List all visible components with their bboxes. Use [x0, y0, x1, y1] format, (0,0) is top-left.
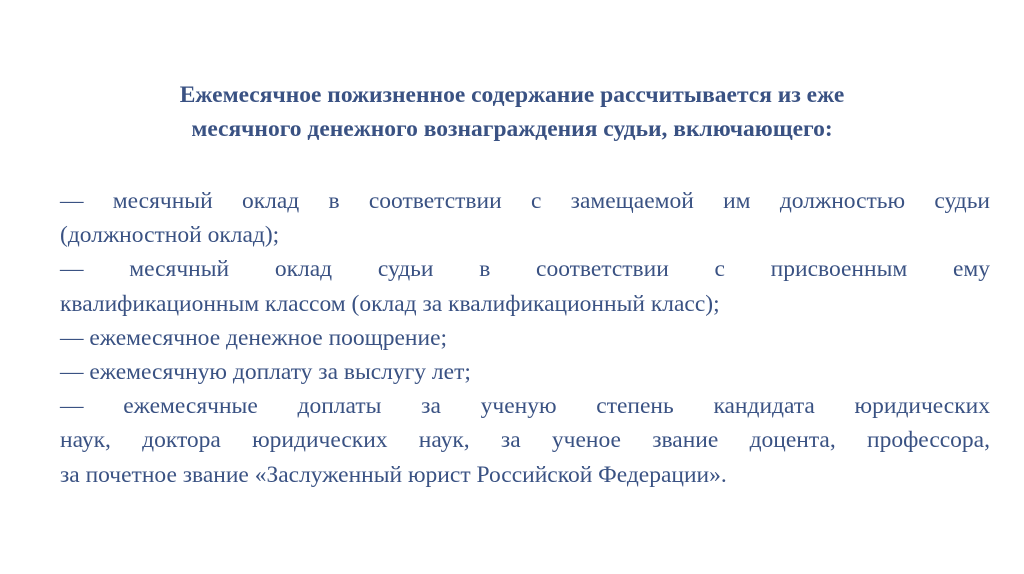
list-item-official-salary	[60, 184, 990, 252]
heading-line-2: месячного денежного вознаграждения судьи, включающего:	[191, 116, 833, 142]
list-item-seniority-supplement	[60, 355, 990, 389]
list-item-monthly-bonus	[60, 321, 990, 355]
slide-heading	[60, 78, 964, 146]
list-item-line: (должностной оклад);	[60, 222, 280, 249]
list-item-line: — ежемесячные доплаты за ученую степень кандидата юридических	[60, 393, 990, 420]
list-item-qualification-salary	[60, 252, 990, 320]
list-item-line: — месячный оклад в соответствии с замещаемой им должностью судьи	[60, 188, 990, 214]
list-item-line: за почетное звание «Заслуженный юрист Российской Федерации».	[60, 461, 727, 488]
list-item-line: квалификационным классом (оклад за квалификационный класс);	[60, 290, 720, 317]
list-item-line: — месячный оклад судьи в соответствии с присвоенным ему	[60, 256, 990, 283]
list-item-line: наук, доктора юридических наук, за ученое звание доцента, профессора,	[60, 427, 990, 454]
list-item-degree-supplements	[60, 389, 990, 492]
heading-line-1: Ежемесячное пожизненное содержание рассчитывается из еже	[179, 82, 845, 108]
slide-body	[60, 184, 990, 492]
list-item-line: — ежемесячную доплату за выслугу лет;	[60, 359, 471, 386]
list-item-line: — ежемесячное денежное поощрение;	[60, 324, 448, 351]
